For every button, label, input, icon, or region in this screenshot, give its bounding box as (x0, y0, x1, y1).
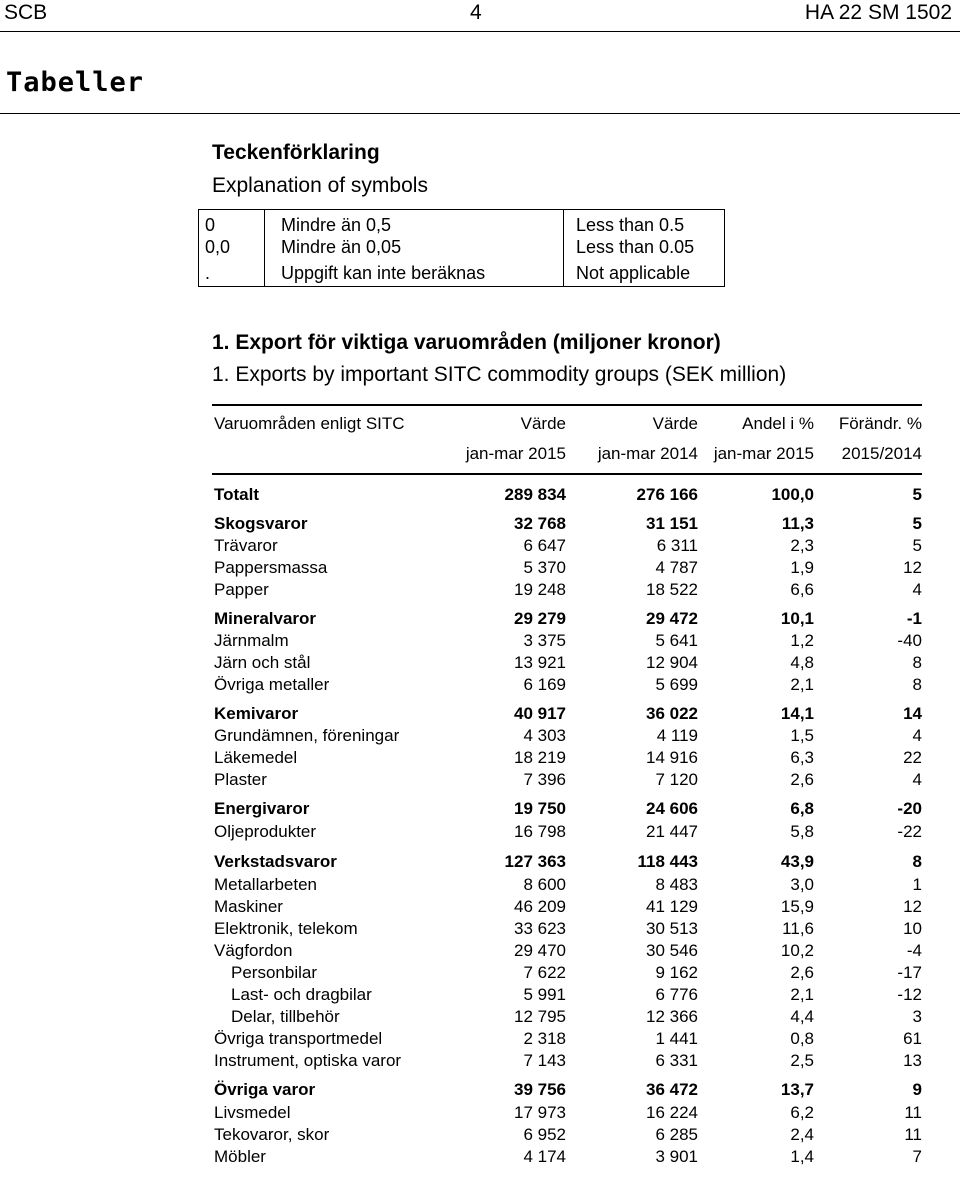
value-2014: 30 546 (646, 941, 698, 960)
table-row (0, 940, 960, 962)
column-period-value-2014: jan-mar 2014 (597, 444, 698, 463)
column-header-share: Andel i % (742, 414, 814, 433)
section-title: Tabeller (6, 67, 145, 98)
value-2014: 118 443 (637, 852, 698, 871)
value-2014: 31 151 (646, 514, 698, 533)
value-2014: 8 483 (655, 875, 698, 894)
value-2014: 36 022 (646, 704, 698, 723)
row-label: Energivaror (214, 799, 310, 818)
legend-text-sv: Uppgift kan inte beräknas (281, 263, 486, 283)
header-divider (0, 31, 960, 32)
change-percent: -1 (906, 609, 922, 628)
share-percent: 6,6 (790, 580, 814, 599)
table-row (0, 608, 960, 630)
legend-row (199, 236, 724, 258)
row-label: Verkstadsvaror (214, 852, 337, 871)
value-2015: 17 973 (514, 1103, 566, 1122)
share-percent: 11,6 (782, 919, 814, 938)
change-percent: 1 (912, 875, 922, 894)
value-2015: 6 169 (523, 675, 566, 694)
value-2015: 32 768 (514, 514, 566, 533)
share-percent: 2,1 (790, 675, 814, 694)
share-percent: 6,3 (790, 748, 814, 767)
row-label: Last- och dragbilar (231, 985, 372, 1004)
change-percent: 7 (912, 1147, 922, 1166)
share-percent: 1,2 (790, 631, 814, 650)
value-2014: 29 472 (646, 609, 698, 628)
page-number: 4 (470, 1, 482, 24)
share-percent: 5,8 (790, 822, 814, 841)
change-percent: 14 (903, 704, 922, 723)
change-percent: 8 (912, 852, 922, 871)
row-label: Livsmedel (214, 1103, 291, 1122)
row-label: Vägfordon (214, 941, 293, 960)
change-percent: 4 (912, 726, 922, 745)
table-row (0, 962, 960, 984)
row-label: Järnmalm (214, 631, 289, 650)
row-label: Järn och stål (214, 653, 311, 672)
table-row (0, 1102, 960, 1124)
share-percent: 2,1 (790, 985, 814, 1004)
column-period-change: 2015/2014 (841, 444, 922, 463)
value-2015: 18 219 (514, 748, 566, 767)
legend-subheading: Explanation of symbols (212, 174, 428, 197)
value-2014: 24 606 (646, 799, 698, 818)
change-percent: 11 (904, 1125, 922, 1144)
value-2015: 6 952 (523, 1125, 566, 1144)
change-percent: 4 (912, 770, 922, 789)
section-divider (0, 113, 960, 114)
value-2014: 3 901 (655, 1147, 698, 1166)
row-label: Grundämnen, föreningar (214, 726, 400, 745)
table-row (0, 851, 960, 873)
value-2015: 8 600 (523, 875, 566, 894)
share-percent: 6,2 (790, 1103, 814, 1122)
row-label: Papper (214, 580, 269, 599)
value-2015: 29 279 (514, 609, 566, 628)
row-label: Instrument, optiska varor (214, 1051, 402, 1070)
share-percent: 6,8 (790, 799, 814, 818)
value-2015: 16 798 (514, 822, 566, 841)
table-row (0, 703, 960, 725)
value-2014: 14 916 (646, 748, 698, 767)
row-label: Delar, tillbehör (231, 1007, 340, 1026)
value-2014: 7 120 (655, 770, 698, 789)
change-percent: 11 (904, 1103, 922, 1122)
change-percent: -20 (897, 799, 922, 818)
value-2014: 276 166 (636, 485, 698, 504)
table-row (0, 652, 960, 674)
legend-text-en: Not applicable (576, 263, 691, 283)
change-percent: 3 (912, 1007, 922, 1026)
table-row (0, 1028, 960, 1050)
row-label: Personbilar (231, 963, 317, 982)
table-row (0, 1079, 960, 1101)
table-row (0, 557, 960, 579)
row-label: Maskiner (214, 897, 283, 916)
header-left: SCB (4, 1, 48, 24)
table-row (0, 1124, 960, 1146)
change-percent: 61 (903, 1029, 922, 1048)
row-label: Kemivaror (214, 704, 299, 723)
value-2015: 5 991 (523, 985, 566, 1004)
value-2014: 1 441 (655, 1029, 698, 1048)
value-2014: 9 162 (655, 963, 698, 982)
change-percent: 12 (903, 558, 922, 577)
row-label: Övriga varor (214, 1080, 316, 1099)
value-2014: 6 776 (655, 985, 698, 1004)
share-percent: 3,0 (790, 875, 814, 894)
share-percent: 14,1 (780, 704, 814, 723)
table-row (0, 769, 960, 791)
table-row (0, 725, 960, 747)
table-row (0, 579, 960, 601)
row-label: Läkemedel (214, 748, 298, 767)
share-percent: 100,0 (771, 485, 814, 504)
share-percent: 10,1 (780, 609, 814, 628)
value-2014: 21 447 (646, 822, 698, 841)
share-percent: 2,6 (790, 963, 814, 982)
change-percent: 9 (912, 1080, 922, 1099)
table-row (0, 513, 960, 535)
table-row (0, 874, 960, 896)
change-percent: 8 (912, 653, 922, 672)
value-2015: 40 917 (514, 704, 566, 723)
value-2015: 7 143 (523, 1051, 566, 1070)
table-row (0, 674, 960, 696)
change-percent: 12 (903, 897, 922, 916)
value-2015: 13 921 (514, 653, 566, 672)
share-percent: 2,4 (790, 1125, 814, 1144)
table-row (0, 1006, 960, 1028)
column-header-value-2015: Värde (520, 414, 566, 433)
share-percent: 1,4 (790, 1147, 814, 1166)
table-title: 1. Export för viktiga varuområden (miljoner kronor) (212, 331, 721, 354)
column-header-value-2014: Värde (652, 414, 698, 433)
value-2014: 4 787 (655, 558, 698, 577)
value-2014: 12 904 (646, 653, 698, 672)
legend-symbol: 0 (205, 215, 216, 235)
value-2015: 6 647 (523, 536, 566, 555)
table-row (0, 484, 960, 506)
table-header-rule (212, 473, 922, 475)
table-row (0, 798, 960, 820)
row-label: Övriga metaller (214, 675, 330, 694)
value-2015: 19 750 (514, 799, 566, 818)
legend-box (198, 209, 725, 287)
column-period-value-2015: jan-mar 2015 (465, 444, 566, 463)
change-percent: 22 (903, 748, 922, 767)
value-2015: 4 303 (523, 726, 566, 745)
table-row (0, 747, 960, 769)
change-percent: 13 (903, 1051, 922, 1070)
legend-text-en: Less than 0.5 (576, 215, 685, 235)
legend-symbol: . (205, 263, 211, 283)
value-2014: 5 699 (655, 675, 698, 694)
value-2015: 19 248 (514, 580, 566, 599)
table-row (0, 1050, 960, 1072)
row-label: Övriga transportmedel (214, 1029, 383, 1048)
legend-heading: Teckenförklaring (212, 141, 380, 164)
value-2014: 36 472 (646, 1080, 698, 1099)
share-percent: 1,9 (790, 558, 814, 577)
value-2015: 33 623 (514, 919, 566, 938)
row-label: Möbler (214, 1147, 266, 1166)
row-label: Metallarbeten (214, 875, 318, 894)
value-2014: 6 285 (655, 1125, 698, 1144)
share-percent: 2,6 (790, 770, 814, 789)
share-percent: 10,2 (780, 941, 814, 960)
change-percent: -17 (897, 963, 922, 982)
row-label: Tekovaror, skor (214, 1125, 330, 1144)
column-period-share: jan-mar 2015 (713, 444, 814, 463)
value-2015: 2 318 (523, 1029, 566, 1048)
legend-symbol: 0,0 (205, 237, 231, 257)
share-percent: 0,8 (790, 1029, 814, 1048)
row-label: Skogsvaror (214, 514, 308, 533)
value-2015: 12 795 (514, 1007, 566, 1026)
value-2015: 7 396 (523, 770, 566, 789)
row-label: Totalt (214, 485, 260, 504)
share-percent: 2,3 (790, 536, 814, 555)
row-label: Oljeprodukter (214, 822, 317, 841)
value-2014: 18 522 (646, 580, 698, 599)
value-2015: 5 370 (523, 558, 566, 577)
value-2015: 39 756 (514, 1080, 566, 1099)
share-percent: 4,8 (790, 653, 814, 672)
value-2014: 12 366 (646, 1007, 698, 1026)
value-2014: 30 513 (646, 919, 698, 938)
value-2014: 41 129 (646, 897, 698, 916)
share-percent: 2,5 (790, 1051, 814, 1070)
table-subtitle: 1. Exports by important SITC commodity groups (SEK million) (212, 363, 787, 386)
value-2015: 4 174 (523, 1147, 566, 1166)
table-row (0, 535, 960, 557)
share-percent: 13,7 (780, 1080, 814, 1099)
change-percent: 5 (912, 485, 922, 504)
legend-row (199, 214, 724, 236)
change-percent: -40 (897, 631, 922, 650)
change-percent: -12 (897, 985, 922, 1004)
value-2015: 29 470 (514, 941, 566, 960)
value-2014: 5 641 (655, 631, 698, 650)
change-percent: 8 (912, 675, 922, 694)
share-percent: 11,3 (781, 514, 814, 533)
change-percent: -22 (897, 822, 922, 841)
table-row (0, 821, 960, 843)
column-header-label: Varuområden enligt SITC (214, 414, 405, 433)
row-label: Trävaror (214, 536, 278, 555)
row-label: Mineralvaror (214, 609, 317, 628)
share-percent: 1,5 (790, 726, 814, 745)
row-label: Pappersmassa (214, 558, 328, 577)
value-2015: 289 834 (504, 485, 566, 504)
legend-text-sv: Mindre än 0,05 (281, 237, 402, 257)
value-2015: 3 375 (523, 631, 566, 650)
row-label: Elektronik, telekom (214, 919, 358, 938)
column-header-change: Förändr. % (838, 414, 922, 433)
table-row (0, 1146, 960, 1168)
value-2014: 16 224 (646, 1103, 698, 1122)
value-2015: 46 209 (514, 897, 566, 916)
change-percent: 5 (912, 514, 922, 533)
header-right: HA 22 SM 1502 (804, 1, 952, 24)
table-row (0, 918, 960, 940)
value-2015: 7 622 (523, 963, 566, 982)
table-row (0, 630, 960, 652)
change-percent: 5 (912, 536, 922, 555)
legend-text-en: Less than 0.05 (576, 237, 695, 257)
change-percent: -4 (906, 941, 922, 960)
value-2014: 4 119 (656, 726, 698, 745)
table-top-rule (212, 404, 922, 406)
share-percent: 4,4 (790, 1007, 814, 1026)
value-2014: 6 311 (656, 536, 698, 555)
share-percent: 15,9 (780, 897, 814, 916)
value-2014: 6 331 (655, 1051, 698, 1070)
value-2015: 127 363 (504, 852, 566, 871)
share-percent: 43,9 (780, 852, 814, 871)
row-label: Plaster (214, 770, 267, 789)
table-row (0, 896, 960, 918)
change-percent: 10 (903, 919, 922, 938)
table-row (0, 984, 960, 1006)
change-percent: 4 (912, 580, 922, 599)
legend-row (199, 262, 724, 284)
legend-text-sv: Mindre än 0,5 (281, 215, 392, 235)
